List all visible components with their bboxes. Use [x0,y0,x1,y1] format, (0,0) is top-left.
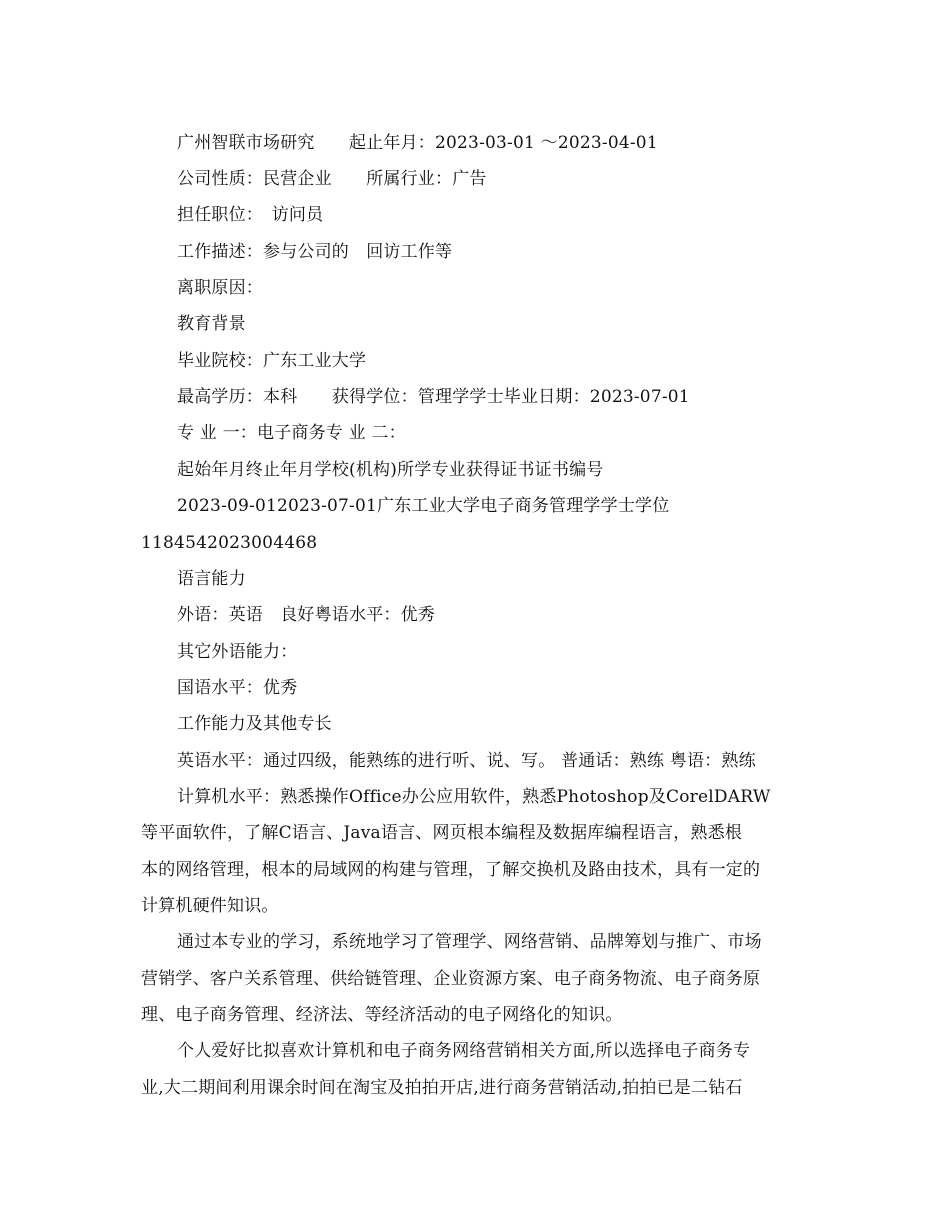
leave-reason-line: 离职原因： [177,278,263,298]
hobby-paragraph-line-2: 业,大二期间利用课余时间在淘宝及拍拍开店,进行商务营销活动,拍拍已是二钻石 [141,1078,743,1098]
company-type-line: 公司性质：民营企业 所属行业：广告 [177,169,487,189]
work-company-line: 广州智联市场研究 起止年月：2023-03-01 ～2023-04-01 [177,133,658,153]
computer-skill-line-3: 本的网络管理，根本的局域网的构建与管理，了解交换机及路由技术，具有一定的 [141,860,761,880]
certificate-number: 1184542023004468 [141,533,318,553]
computer-skill-line-2: 等平面软件，了解C语言、Java语言、网页根本编程及数据库编程语言，熟悉根 [141,823,743,843]
major-line: 专 业 一：电子商务专 业 二： [177,423,406,443]
foreign-language-line: 外语：英语 良好粤语水平：优秀 [177,605,435,625]
computer-skill-line-4: 计算机硬件知识。 [141,896,279,916]
computer-skill-line-1: 计算机水平：熟悉操作Office办公应用软件，熟悉Photoshop及CorelDARW [177,787,771,807]
education-heading: 教育背景 [177,314,246,334]
study-paragraph-line-1: 通过本专业的学习，系统地学习了管理学、网络营销、品牌筹划与推广、市场 [177,932,762,952]
education-table-header: 起始年月终止年月学校(机构)所学专业获得证书证书编号 [177,460,604,480]
mandarin-line: 国语水平：优秀 [177,678,298,698]
job-description-line: 工作描述：参与公司的 回访工作等 [177,242,453,262]
study-paragraph-line-2: 营销学、客户关系管理、供给链管理、企业资源方案、电子商务物流、电子商务原 [141,969,761,989]
study-paragraph-line-3: 理、电子商务管理、经济法、等经济活动的电子网络化的知识。 [141,1005,623,1025]
position-line: 担任职位： 访问员 [177,205,324,225]
english-level-line: 英语水平：通过四级，能熟练的进行听、说、写。 普通话：熟练 粤语：熟练 [177,751,756,771]
skills-heading: 工作能力及其他专长 [177,714,332,734]
education-table-row: 2023-09-012023-07-01广东工业大学电子商务管理学学士学位 [177,496,670,516]
other-language-line: 其它外语能力： [177,642,298,662]
language-heading: 语言能力 [177,569,246,589]
hobby-paragraph-line-1: 个人爱好比拟喜欢计算机和电子商务网络营销相关方面,所以选择电子商务专 [177,1041,751,1061]
school-line: 毕业院校：广东工业大学 [177,351,367,371]
degree-line: 最高学历：本科 获得学位：管理学学士毕业日期：2023-07-01 [177,387,690,407]
